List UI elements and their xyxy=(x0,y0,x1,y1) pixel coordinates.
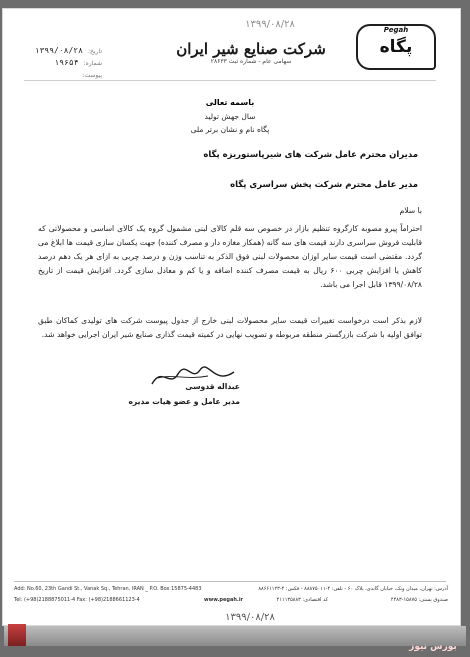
attachment-field xyxy=(20,62,102,81)
greeting: با سلام xyxy=(399,206,422,215)
logo-latin-text: Pegah xyxy=(383,26,409,34)
signer-title: مدیر عامل و عضو هیات مدیره xyxy=(128,397,240,406)
handwritten-date: ۱۳۹۹/۰۸/۲۸ xyxy=(245,19,295,30)
footer-economic-code-fa: کد اقتصادی: ۴۱۱۱۳۵۸۸۳ xyxy=(276,597,328,603)
brand-watermark: بورس نیوز xyxy=(409,642,457,652)
attachment-label: پیوست: xyxy=(82,72,102,79)
left-corner-mark xyxy=(8,624,26,646)
bottom-date-stamp: ۱۳۹۹/۰۸/۲۸ xyxy=(225,612,275,623)
footer-divider xyxy=(14,581,446,582)
logo-persian-text: پگاه xyxy=(379,37,413,57)
registration-line: سهامی عام - شماره ثبت ۲۸۶۳۳ xyxy=(210,58,292,65)
number-label: شماره: xyxy=(83,60,102,67)
page-shadow xyxy=(4,626,466,646)
footer-address-en: Add: No.60, 23th Gandi St., Vanak Sq., Tehran, IRAN _ P.O. Box 15875-4483 xyxy=(14,586,202,592)
date-label: تاریخ: xyxy=(88,48,102,55)
body-paragraph-2: لازم بذکر است درخواست تغییرات قیمت سایر محصولات لبنی خارج از جدول پیوست شرکت های تولیدی کماکان طبق توافق اولیه با شرکت بازرگستر منطقه مربوطه و تصویب نهایی در کمیته قیمت گذاری صنایع شیر ایران اجرایی خواهد شد. xyxy=(38,316,422,339)
company-name: شرکت صنایع شیر ایران xyxy=(176,40,326,58)
footer-phone-en: Tel: (+98)2188875011-4 Fax: (+98)2188661123-4 xyxy=(14,597,140,603)
header-divider xyxy=(24,80,436,81)
invocation: باسمه تعالی xyxy=(205,98,255,107)
body-paragraph-1: احتراماً پیرو مصوبه کارگروه تنظیم بازار در خصوص سه قلم کالای لبنی مشمول گروه یک کالای اساسی و محصولاتی که قابلیت فروش سراسری دارند قیمت های سه گانه (همکار مغازه دار و مصرف کننده) جهت یکسان سازی قیمت ها ابلاغ می گردد. مقتضی است قیمت سایر اوزان محصولات لبنی فوق الذکر به تناسب وزن و درصد چربی به ازای هر یک دهم درصد کاهش یا افزایش چربی ۶۰۰ ریال به قیمت مصرف کننده اضافه و یا کم و معادل سازی گردد. افزایش قیمت از تاریخ ۱۳۹۹/۰۸/۲۸ قابل اجرا می باشد. xyxy=(38,224,422,289)
recipient-line-2: مدیر عامل محترم شرکت پخش سراسری پگاه xyxy=(230,180,418,190)
recipient-line-1: مدیران محترم عامل شرکت های شیرپاستوریزه پگاه xyxy=(203,150,418,160)
footer-website: www.pegah.ir xyxy=(204,597,243,603)
pegah-logo xyxy=(356,24,436,70)
tagline: پگاه نام و نشان برتر ملی xyxy=(190,125,270,134)
date-value: ۱۳۹۹/۰۸/۲۸ xyxy=(34,46,83,55)
number-value: ۱۹۶۵۴ xyxy=(54,58,79,67)
footer-address-fa: آدرس: تهران، میدان ونک، خیابان گاندی، پلاک ۶۰ - تلفن: ۴-۸۸۸۷۵۰۱۱ - فکس: ۴-۸۸۶۶۱۱۲۳ xyxy=(258,586,448,592)
year-slogan: سال جهش تولید xyxy=(204,112,256,121)
footer-postal-fa: صندوق پستی: ۱۵۸۷۵-۴۴۸۳ xyxy=(390,597,448,603)
signer-name: عبداله قدوسی xyxy=(185,382,240,391)
